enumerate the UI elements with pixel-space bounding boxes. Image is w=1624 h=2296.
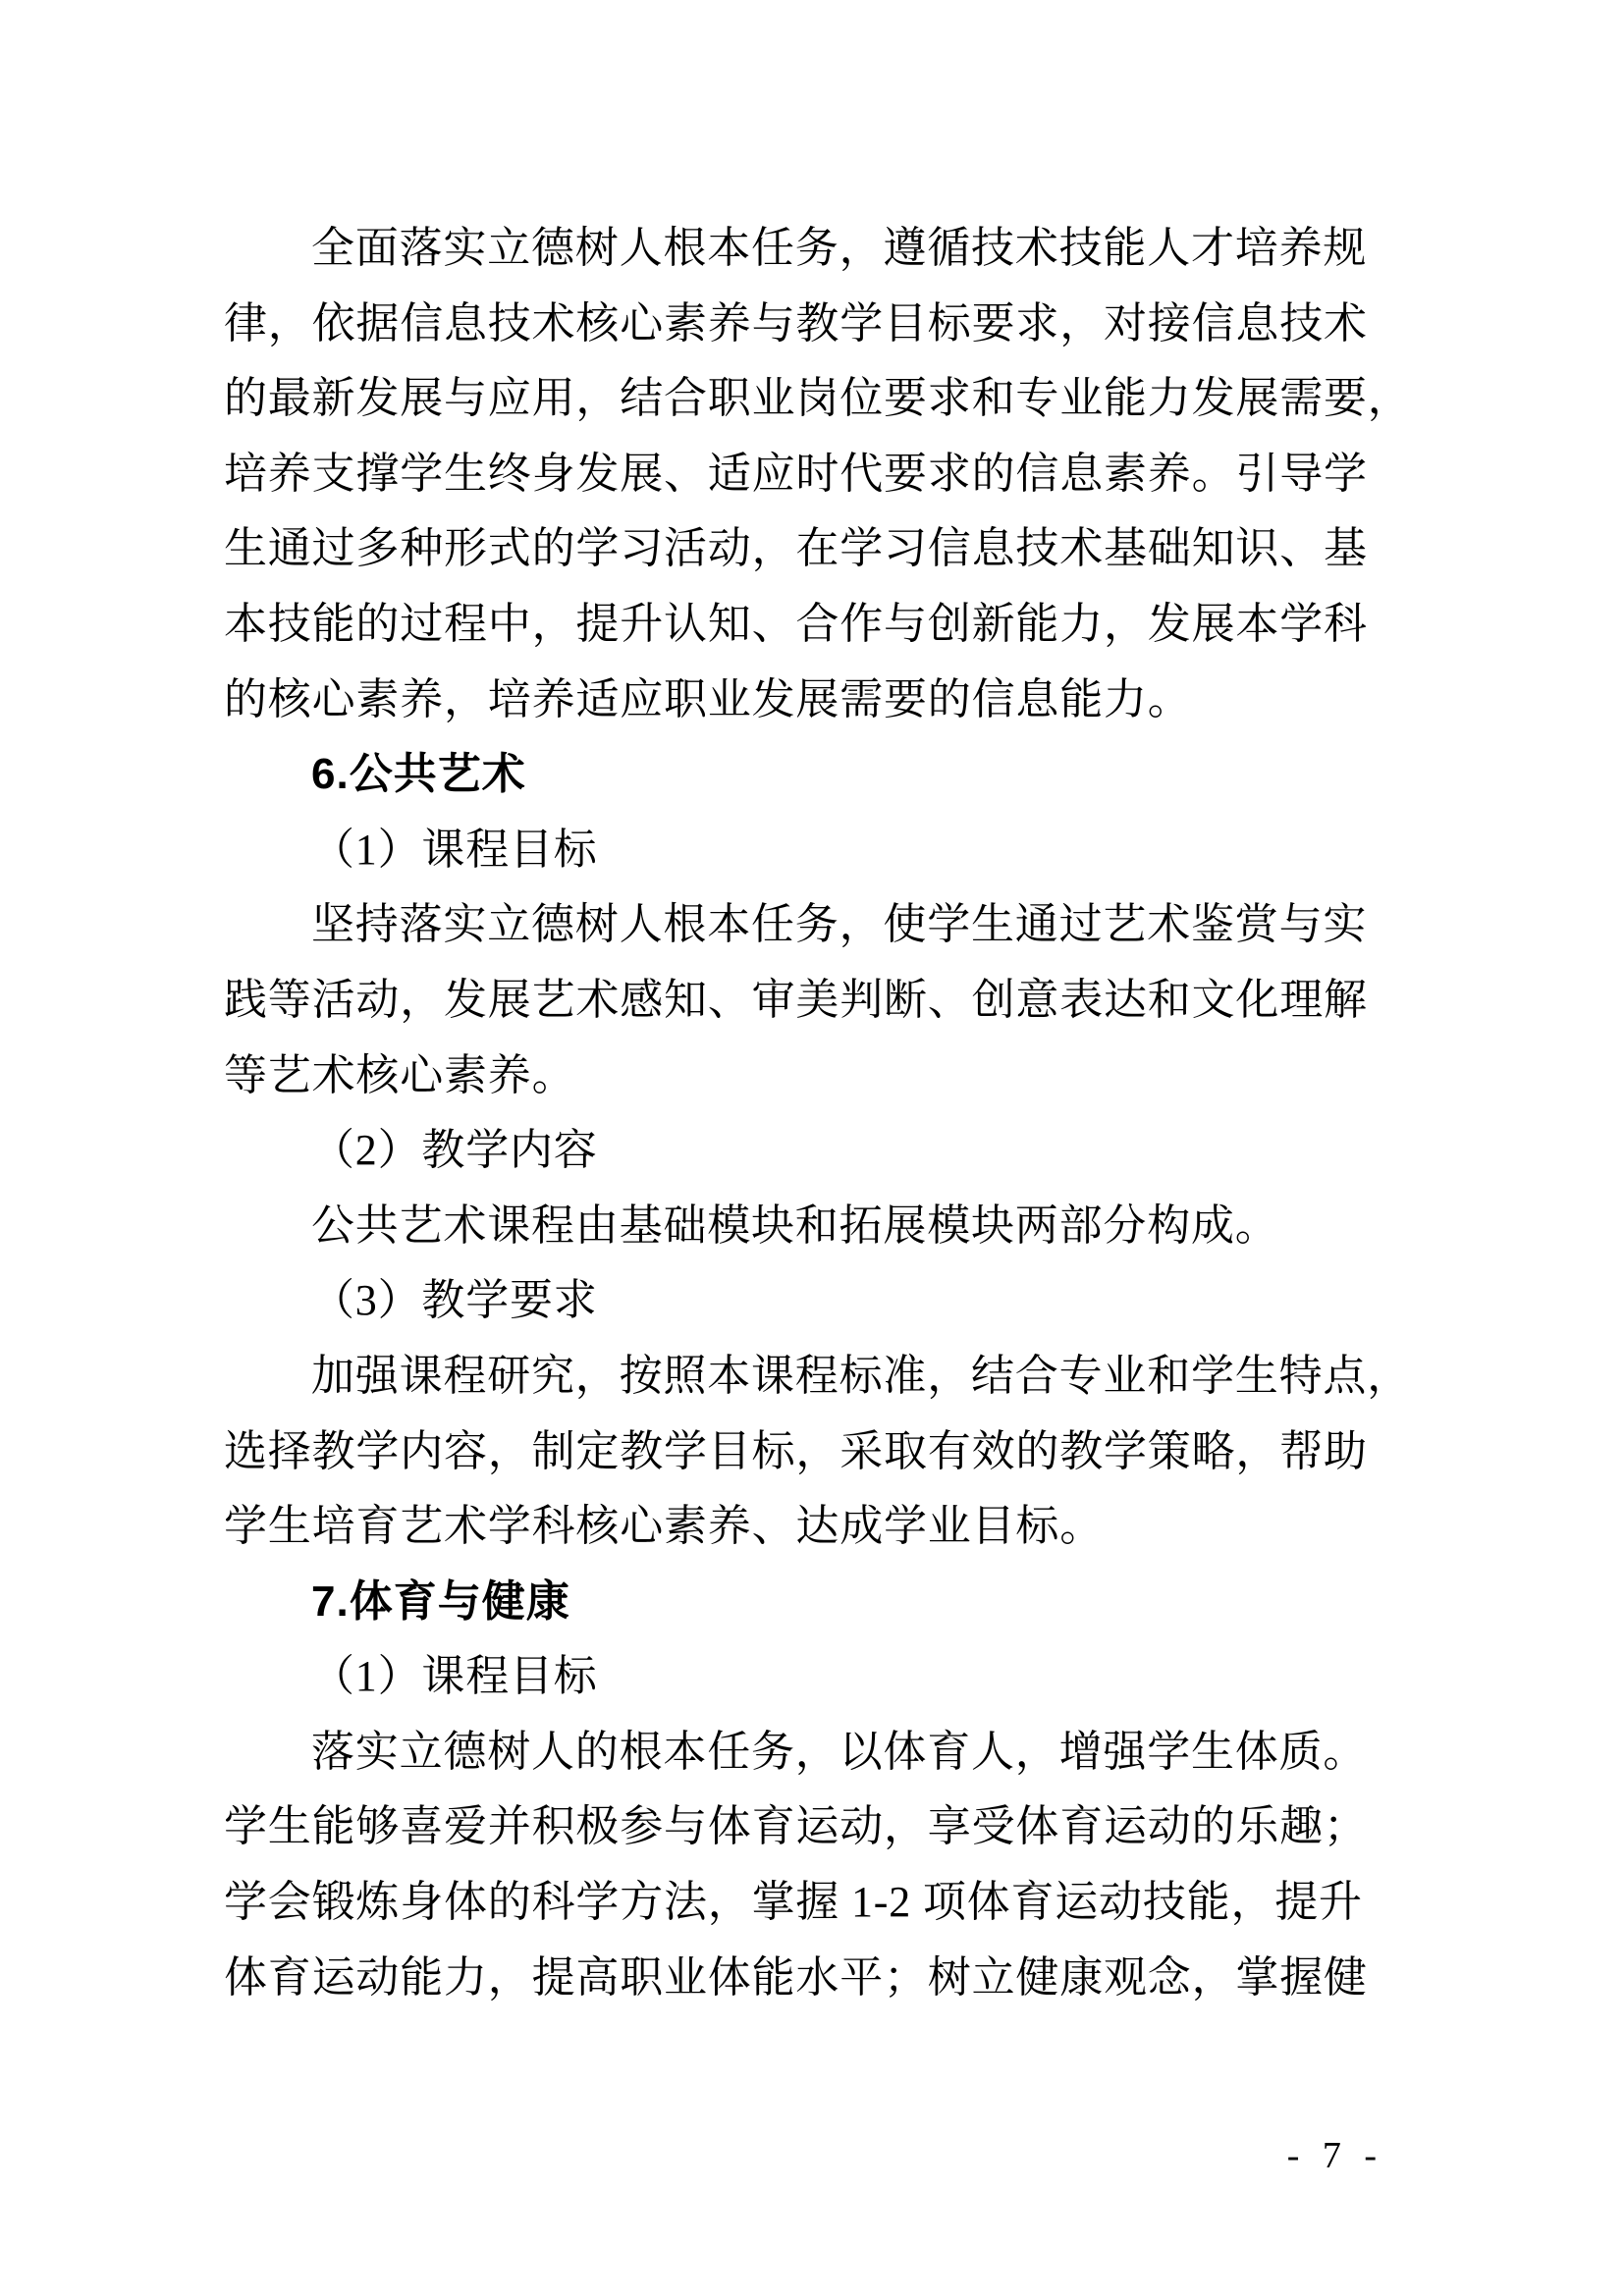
section-heading: 6.公共艺术	[311, 750, 526, 799]
text-line: 公共艺术课程由基础模块和拓展模块两部分构成。	[311, 1201, 1279, 1250]
text-line: 践等活动，发展艺术感知、审美判断、创意表达和文化理解	[224, 975, 1368, 1024]
subsection-heading: （1）课程目标	[311, 1652, 598, 1701]
text-line: 生通过多种形式的学习活动，在学习信息技术基础知识、基	[224, 524, 1368, 573]
text-line: 体育运动能力，提高职业体能水平；树立健康观念，掌握健	[224, 1952, 1368, 2002]
text-line: 等艺术核心素养。	[224, 1050, 576, 1099]
text-line: 的最新发展与应用，结合职业岗位要求和专业能力发展需要，	[224, 374, 1412, 423]
subsection-heading: （2）教学内容	[311, 1126, 598, 1175]
page-number: - 7 -	[1286, 2135, 1379, 2176]
subsection-heading: （3）教学要求	[311, 1276, 598, 1325]
text-line: 学会锻炼身体的科学方法，掌握 1-2 项体育运动技能，提升	[224, 1878, 1363, 1927]
text-line: 律，依据信息技术核心素养与教学目标要求，对接信息技术	[224, 298, 1368, 347]
text-line: 加强课程研究，按照本课程标准，结合专业和学生特点，	[311, 1351, 1411, 1400]
text-line: 的核心素养，培养适应职业发展需要的信息能力。	[224, 674, 1192, 723]
text-line: 坚持落实立德树人根本任务，使学生通过艺术鉴赏与实	[311, 900, 1368, 949]
text-line: 全面落实立德树人根本任务，遵循技术技能人才培养规	[311, 224, 1368, 272]
text-line: 学生培育艺术学科核心素养、达成学业目标。	[224, 1502, 1104, 1551]
text-line: 本技能的过程中，提升认知、合作与创新能力，发展本学科	[224, 599, 1368, 648]
document-text-block	[224, 211, 1412, 2015]
text-line: 落实立德树人的根本任务，以体育人，增强学生体质。	[311, 1727, 1368, 1776]
subsection-heading: （1）课程目标	[311, 825, 598, 874]
text-line: 学生能够喜爱并积极参与体育运动，享受体育运动的乐趣；	[224, 1802, 1368, 1851]
text-line: 培养支撑学生终身发展、适应时代要求的信息素养。引导学	[224, 449, 1368, 498]
text-line: 选择教学内容，制定教学目标，采取有效的教学策略，帮助	[224, 1426, 1368, 1475]
section-heading: 7.体育与健康	[311, 1576, 570, 1626]
